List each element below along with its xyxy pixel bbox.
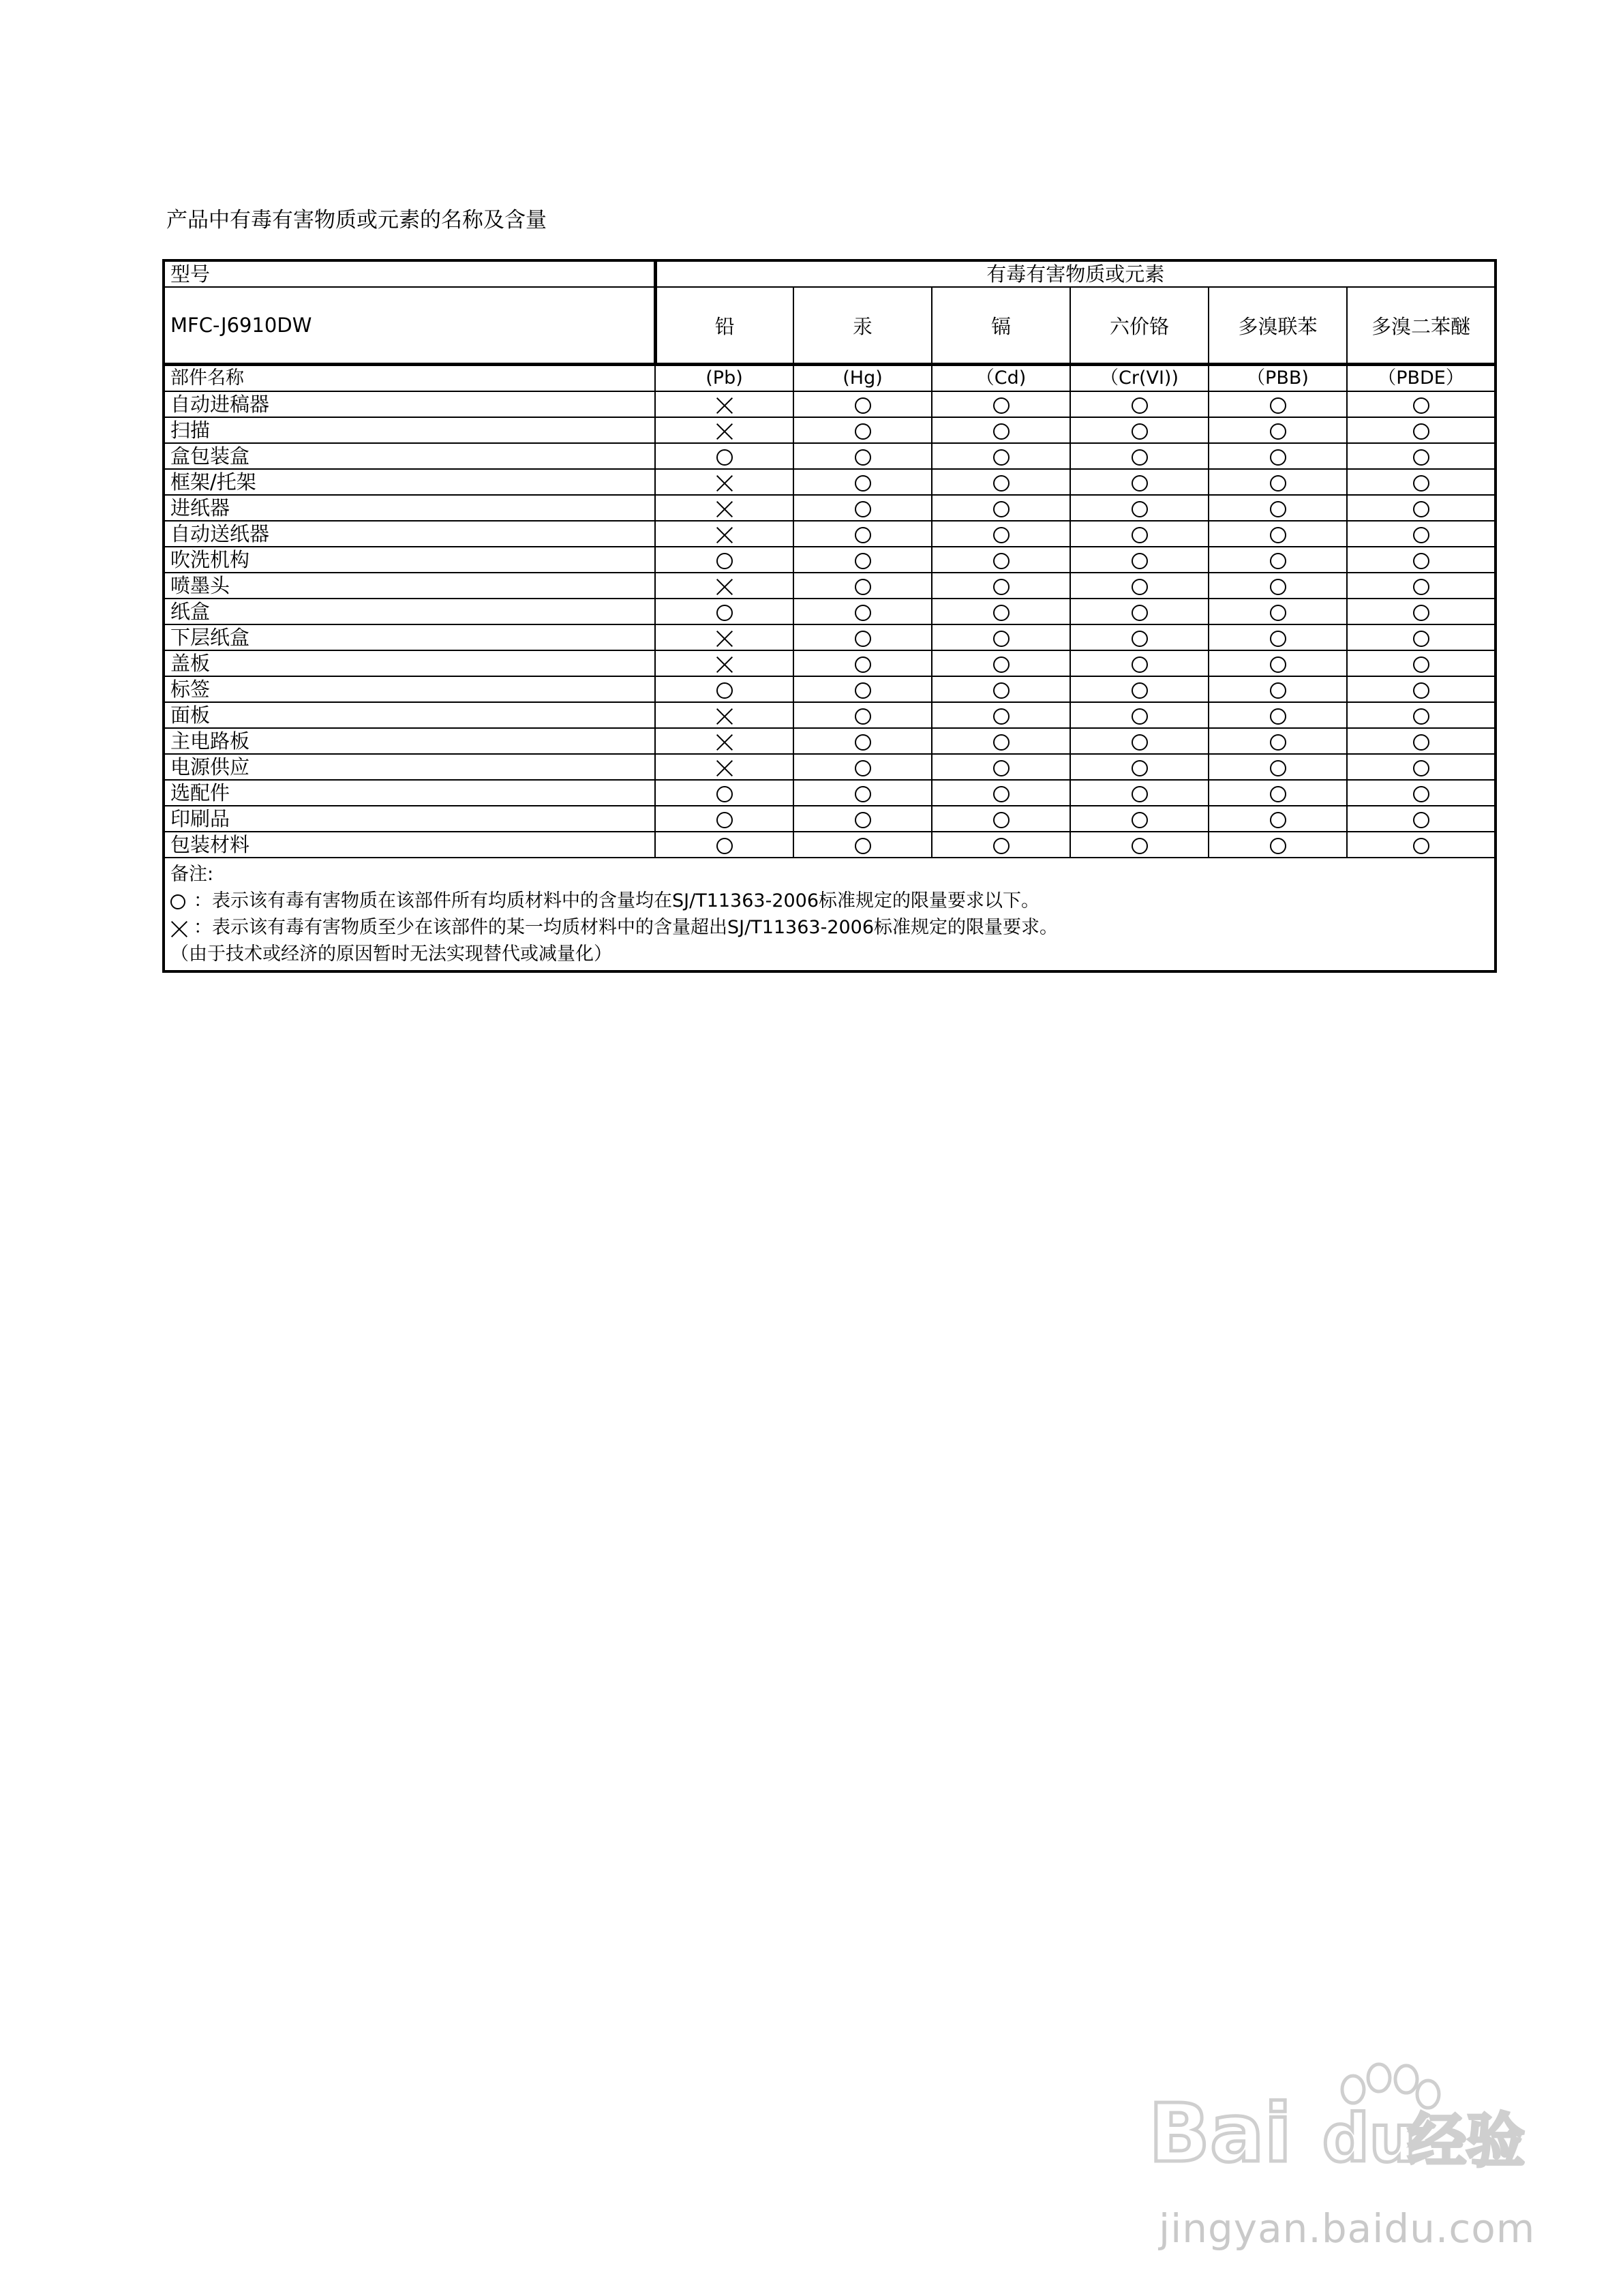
circle-mark-icon xyxy=(1270,475,1286,492)
table-row xyxy=(164,676,1496,702)
notes-heading: 备注: xyxy=(170,864,214,885)
part-name: 印刷品 xyxy=(164,806,655,832)
part-name: 盖板 xyxy=(164,650,655,676)
circle-mark-icon xyxy=(855,786,871,802)
mark-cell xyxy=(655,391,793,417)
mark-cell xyxy=(932,599,1070,624)
note-circle-line xyxy=(170,888,1489,914)
mark-cell xyxy=(932,495,1070,521)
mark-cell xyxy=(1209,547,1347,573)
mark-cell xyxy=(655,806,793,832)
circle-mark-icon xyxy=(993,631,1010,647)
mark-cell xyxy=(1347,624,1496,650)
table-row xyxy=(164,495,1496,521)
circle-mark-icon xyxy=(993,397,1010,414)
mark-cell xyxy=(932,391,1070,417)
circle-mark-icon xyxy=(1270,423,1286,440)
circle-mark-icon xyxy=(716,812,733,828)
circle-mark-icon xyxy=(1132,553,1148,569)
circle-mark-icon xyxy=(1413,631,1429,647)
mark-cell xyxy=(793,495,932,521)
mark-cell xyxy=(1347,521,1496,547)
circle-mark-icon xyxy=(1270,734,1286,751)
mark-cell xyxy=(655,832,793,858)
mark-cell xyxy=(793,417,932,443)
part-name: 吹洗机构 xyxy=(164,547,655,573)
part-name: 自动进稿器 xyxy=(164,391,655,417)
circle-mark-icon xyxy=(1132,786,1148,802)
mark-cell xyxy=(932,728,1070,754)
circle-mark-icon xyxy=(716,682,733,699)
mark-cell xyxy=(1209,599,1347,624)
mark-cell xyxy=(1347,702,1496,728)
mark-cell xyxy=(1070,806,1209,832)
circle-mark-icon xyxy=(855,501,871,517)
circle-mark-icon xyxy=(993,475,1010,492)
circle-mark-icon xyxy=(855,682,871,699)
mark-cell xyxy=(793,624,932,650)
mark-cell xyxy=(1347,417,1496,443)
cross-mark-icon xyxy=(716,656,733,674)
table-row xyxy=(164,650,1496,676)
header-row xyxy=(164,260,1496,287)
circle-mark-icon xyxy=(1132,838,1148,854)
circle-mark-icon xyxy=(855,656,871,673)
circle-mark-icon xyxy=(855,708,871,725)
mark-cell xyxy=(1070,676,1209,702)
mark-cell xyxy=(1070,443,1209,469)
mark-cell xyxy=(1347,573,1496,599)
circle-mark-icon xyxy=(1413,605,1429,621)
mark-cell xyxy=(932,417,1070,443)
notes-cell xyxy=(164,858,1496,971)
mark-cell xyxy=(1347,728,1496,754)
circle-mark-icon xyxy=(1413,423,1429,440)
circle-mark-icon xyxy=(855,605,871,621)
circle-mark-icon xyxy=(1132,631,1148,647)
table-row xyxy=(164,573,1496,599)
mark-cell xyxy=(793,521,932,547)
circle-mark-icon xyxy=(1413,760,1429,776)
mark-cell xyxy=(1347,547,1496,573)
mark-cell xyxy=(1347,754,1496,780)
mark-cell xyxy=(1209,702,1347,728)
circle-mark-icon xyxy=(1132,423,1148,440)
table-row xyxy=(164,806,1496,832)
circle-mark-icon xyxy=(1413,734,1429,751)
circle-mark-icon xyxy=(1413,475,1429,492)
circle-mark-icon xyxy=(1413,682,1429,699)
mark-cell xyxy=(793,832,932,858)
circle-mark-icon xyxy=(1413,786,1429,802)
unit-row xyxy=(164,365,1496,392)
table-row xyxy=(164,754,1496,780)
circle-mark-icon xyxy=(1270,501,1286,517)
note-circle-text: ：表示该有毒有害物质在该部件所有均质材料中的含量均在SJ/T11363-2006标准规定的限量要求以下。 xyxy=(194,890,1040,911)
mark-cell xyxy=(1070,573,1209,599)
part-name: 电源供应 xyxy=(164,754,655,780)
mark-cell xyxy=(1070,521,1209,547)
mark-cell xyxy=(1209,495,1347,521)
circle-mark-icon xyxy=(1413,708,1429,725)
part-name: 纸盒 xyxy=(164,599,655,624)
model-value: MFC-J6910DW xyxy=(164,287,655,365)
mark-cell xyxy=(1070,391,1209,417)
substance-symbol: （PBB) xyxy=(1209,365,1347,392)
circle-mark-icon xyxy=(716,449,733,466)
part-name: 框架/托架 xyxy=(164,469,655,495)
mark-cell xyxy=(655,547,793,573)
circle-mark-icon xyxy=(1132,501,1148,517)
mark-cell xyxy=(1347,832,1496,858)
circle-mark-icon xyxy=(993,423,1010,440)
circle-mark-icon xyxy=(716,605,733,621)
circle-mark-icon xyxy=(1132,475,1148,492)
circle-mark-icon xyxy=(170,894,185,909)
circle-mark-icon xyxy=(855,527,871,543)
substance-name: 汞 xyxy=(793,287,932,365)
circle-mark-icon xyxy=(993,501,1010,517)
part-name: 包装材料 xyxy=(164,832,655,858)
circle-mark-icon xyxy=(1132,397,1148,414)
part-name: 下层纸盒 xyxy=(164,624,655,650)
mark-cell xyxy=(932,832,1070,858)
mark-cell xyxy=(793,728,932,754)
circle-mark-icon xyxy=(993,553,1010,569)
table-row xyxy=(164,443,1496,469)
mark-cell xyxy=(1070,728,1209,754)
mark-cell xyxy=(1070,754,1209,780)
mark-cell xyxy=(1347,469,1496,495)
circle-mark-icon xyxy=(1132,605,1148,621)
mark-cell xyxy=(793,650,932,676)
svg-text:du: du xyxy=(1322,2100,1416,2177)
circle-mark-icon xyxy=(993,579,1010,595)
mark-cell xyxy=(1209,754,1347,780)
mark-cell xyxy=(793,780,932,806)
circle-mark-icon xyxy=(1132,449,1148,466)
mark-cell xyxy=(1347,780,1496,806)
circle-mark-icon xyxy=(1132,760,1148,776)
mark-cell xyxy=(655,754,793,780)
circle-mark-icon xyxy=(716,838,733,854)
mark-cell xyxy=(655,469,793,495)
part-name: 标签 xyxy=(164,676,655,702)
circle-mark-icon xyxy=(1413,838,1429,854)
cross-mark-icon xyxy=(716,474,733,492)
circle-mark-icon xyxy=(855,631,871,647)
circle-mark-icon xyxy=(1270,708,1286,725)
mark-cell xyxy=(932,676,1070,702)
cross-mark-icon xyxy=(716,734,733,751)
circle-mark-icon xyxy=(1413,527,1429,543)
cross-mark-icon xyxy=(716,708,733,725)
mark-cell xyxy=(1347,495,1496,521)
mark-cell xyxy=(1070,650,1209,676)
part-name: 选配件 xyxy=(164,780,655,806)
mark-cell xyxy=(655,443,793,469)
notes-row xyxy=(164,858,1496,971)
model-row xyxy=(164,287,1496,365)
svg-text:经验: 经验 xyxy=(1408,2107,1525,2175)
circle-mark-icon xyxy=(993,527,1010,543)
cross-mark-icon xyxy=(716,500,733,518)
circle-mark-icon xyxy=(993,449,1010,466)
circle-mark-icon xyxy=(1413,449,1429,466)
circle-mark-icon xyxy=(993,605,1010,621)
circle-mark-icon xyxy=(1132,527,1148,543)
table-row xyxy=(164,417,1496,443)
part-name: 喷墨头 xyxy=(164,573,655,599)
circle-mark-icon xyxy=(1270,838,1286,854)
substance-symbol: （Cr(VI)) xyxy=(1070,365,1209,392)
mark-cell xyxy=(793,676,932,702)
mark-cell xyxy=(1209,521,1347,547)
mark-cell xyxy=(1347,443,1496,469)
mark-cell xyxy=(1070,495,1209,521)
part-name-header: 部件名称 xyxy=(164,365,655,392)
mark-cell xyxy=(793,443,932,469)
substance-symbol: (Pb) xyxy=(655,365,793,392)
mark-cell xyxy=(1070,702,1209,728)
table-row xyxy=(164,728,1496,754)
mark-cell xyxy=(1209,417,1347,443)
circle-mark-icon xyxy=(1132,656,1148,673)
circle-mark-icon xyxy=(1270,812,1286,828)
circle-mark-icon xyxy=(1413,553,1429,569)
circle-mark-icon xyxy=(855,579,871,595)
circle-mark-icon xyxy=(1132,682,1148,699)
mark-cell xyxy=(793,573,932,599)
circle-mark-icon xyxy=(1270,760,1286,776)
mark-cell xyxy=(1347,806,1496,832)
hazardous-substances-table xyxy=(162,259,1497,973)
mark-cell xyxy=(655,417,793,443)
mark-cell xyxy=(1209,624,1347,650)
mark-cell xyxy=(793,469,932,495)
circle-mark-icon xyxy=(993,708,1010,725)
table-row xyxy=(164,702,1496,728)
cross-mark-icon xyxy=(716,423,733,440)
mark-cell xyxy=(655,495,793,521)
mark-cell xyxy=(1209,391,1347,417)
mark-cell xyxy=(932,521,1070,547)
part-name: 盒包装盒 xyxy=(164,443,655,469)
table-row xyxy=(164,469,1496,495)
mark-cell xyxy=(1209,573,1347,599)
mark-cell xyxy=(793,806,932,832)
circle-mark-icon xyxy=(716,553,733,569)
circle-mark-icon xyxy=(1132,734,1148,751)
mark-cell xyxy=(1070,780,1209,806)
mark-cell xyxy=(655,728,793,754)
mark-cell xyxy=(1070,599,1209,624)
circle-mark-icon xyxy=(1270,656,1286,673)
circle-mark-icon xyxy=(1270,605,1286,621)
mark-cell xyxy=(1209,443,1347,469)
circle-mark-icon xyxy=(855,397,871,414)
circle-mark-icon xyxy=(1270,449,1286,466)
circle-mark-icon xyxy=(993,734,1010,751)
note-cross-text: ：表示该有毒有害物质至少在该部件的某一均质材料中的含量超出SJ/T11363-2006标准规定的限量要求。 xyxy=(194,917,1059,938)
table-row xyxy=(164,547,1496,573)
mark-cell xyxy=(1070,547,1209,573)
mark-cell xyxy=(655,599,793,624)
document-title: 产品中有毒有害物质或元素的名称及含量 xyxy=(166,208,547,232)
mark-cell xyxy=(1347,650,1496,676)
circle-mark-icon xyxy=(716,786,733,802)
circle-mark-icon xyxy=(1413,397,1429,414)
mark-cell xyxy=(1347,599,1496,624)
svg-text:Bai: Bai xyxy=(1149,2086,1292,2180)
substance-symbol: (Hg) xyxy=(793,365,932,392)
circle-mark-icon xyxy=(1270,682,1286,699)
circle-mark-icon xyxy=(1413,501,1429,517)
note-cross-line xyxy=(170,914,1489,941)
circle-mark-icon xyxy=(993,682,1010,699)
circle-mark-icon xyxy=(1132,708,1148,725)
mark-cell xyxy=(793,547,932,573)
mark-cell xyxy=(1209,728,1347,754)
circle-mark-icon xyxy=(855,734,871,751)
part-name: 主电路板 xyxy=(164,728,655,754)
mark-cell xyxy=(793,599,932,624)
cross-mark-icon xyxy=(716,578,733,596)
part-name: 自动送纸器 xyxy=(164,521,655,547)
circle-mark-icon xyxy=(993,786,1010,802)
baidu-watermark-url: jingyan.baidu.com xyxy=(1159,2205,1536,2252)
circle-mark-icon xyxy=(993,656,1010,673)
cross-mark-icon xyxy=(716,526,733,544)
note-cross-extra: （由于技术或经济的原因暂时无法实现替代或减量化） xyxy=(170,943,612,965)
circle-mark-icon xyxy=(993,838,1010,854)
cross-mark-icon xyxy=(716,759,733,777)
circle-mark-icon xyxy=(1413,656,1429,673)
mark-cell xyxy=(932,443,1070,469)
mark-cell xyxy=(1347,676,1496,702)
mark-cell xyxy=(1070,417,1209,443)
circle-mark-icon xyxy=(1270,579,1286,595)
substance-symbol: （Cd) xyxy=(932,365,1070,392)
circle-mark-icon xyxy=(993,812,1010,828)
baidu-watermark-logo xyxy=(1149,2052,1530,2188)
circle-mark-icon xyxy=(1270,527,1286,543)
mark-cell xyxy=(655,676,793,702)
mark-cell xyxy=(932,650,1070,676)
substance-name: 多溴二苯醚 xyxy=(1347,287,1496,365)
cross-mark-icon xyxy=(170,920,187,937)
mark-cell xyxy=(655,624,793,650)
mark-cell xyxy=(932,754,1070,780)
mark-cell xyxy=(932,702,1070,728)
mark-cell xyxy=(1209,806,1347,832)
table-row xyxy=(164,599,1496,624)
mark-cell xyxy=(655,521,793,547)
circle-mark-icon xyxy=(993,760,1010,776)
circle-mark-icon xyxy=(855,760,871,776)
circle-mark-icon xyxy=(1413,579,1429,595)
mark-cell xyxy=(1347,391,1496,417)
part-name: 进纸器 xyxy=(164,495,655,521)
circle-mark-icon xyxy=(1270,553,1286,569)
mark-cell xyxy=(1209,650,1347,676)
circle-mark-icon xyxy=(1132,812,1148,828)
mark-cell xyxy=(1209,780,1347,806)
cross-mark-icon xyxy=(716,630,733,648)
mark-cell xyxy=(655,780,793,806)
circle-mark-icon xyxy=(855,812,871,828)
circle-mark-icon xyxy=(1413,812,1429,828)
mark-cell xyxy=(655,573,793,599)
circle-mark-icon xyxy=(855,449,871,466)
circle-mark-icon xyxy=(855,838,871,854)
circle-mark-icon xyxy=(855,423,871,440)
cross-mark-icon xyxy=(716,397,733,414)
mark-cell xyxy=(932,547,1070,573)
table-row xyxy=(164,780,1496,806)
mark-cell xyxy=(932,806,1070,832)
substance-name: 多溴联苯 xyxy=(1209,287,1347,365)
mark-cell xyxy=(932,573,1070,599)
mark-cell xyxy=(1070,469,1209,495)
mark-cell xyxy=(932,469,1070,495)
table-row xyxy=(164,624,1496,650)
mark-cell xyxy=(655,650,793,676)
mark-cell xyxy=(1209,469,1347,495)
part-name: 扫描 xyxy=(164,417,655,443)
mark-cell xyxy=(1209,676,1347,702)
mark-cell xyxy=(1209,832,1347,858)
substance-name: 六价铬 xyxy=(1070,287,1209,365)
circle-mark-icon xyxy=(1132,579,1148,595)
circle-mark-icon xyxy=(1270,631,1286,647)
mark-cell xyxy=(932,780,1070,806)
part-name: 面板 xyxy=(164,702,655,728)
circle-mark-icon xyxy=(855,553,871,569)
table-row xyxy=(164,521,1496,547)
mark-cell xyxy=(793,754,932,780)
mark-cell xyxy=(793,391,932,417)
circle-mark-icon xyxy=(1270,786,1286,802)
substance-name: 镉 xyxy=(932,287,1070,365)
substance-symbol: （PBDE） xyxy=(1347,365,1496,392)
substance-group-header: 有毒有害物质或元素 xyxy=(655,260,1496,287)
table-row xyxy=(164,391,1496,417)
mark-cell xyxy=(1070,832,1209,858)
mark-cell xyxy=(1070,624,1209,650)
table-row xyxy=(164,832,1496,858)
circle-mark-icon xyxy=(1270,397,1286,414)
mark-cell xyxy=(932,624,1070,650)
substance-name: 铅 xyxy=(655,287,793,365)
mark-cell xyxy=(793,702,932,728)
mark-cell xyxy=(655,702,793,728)
model-label: 型号 xyxy=(164,260,655,287)
circle-mark-icon xyxy=(855,475,871,492)
